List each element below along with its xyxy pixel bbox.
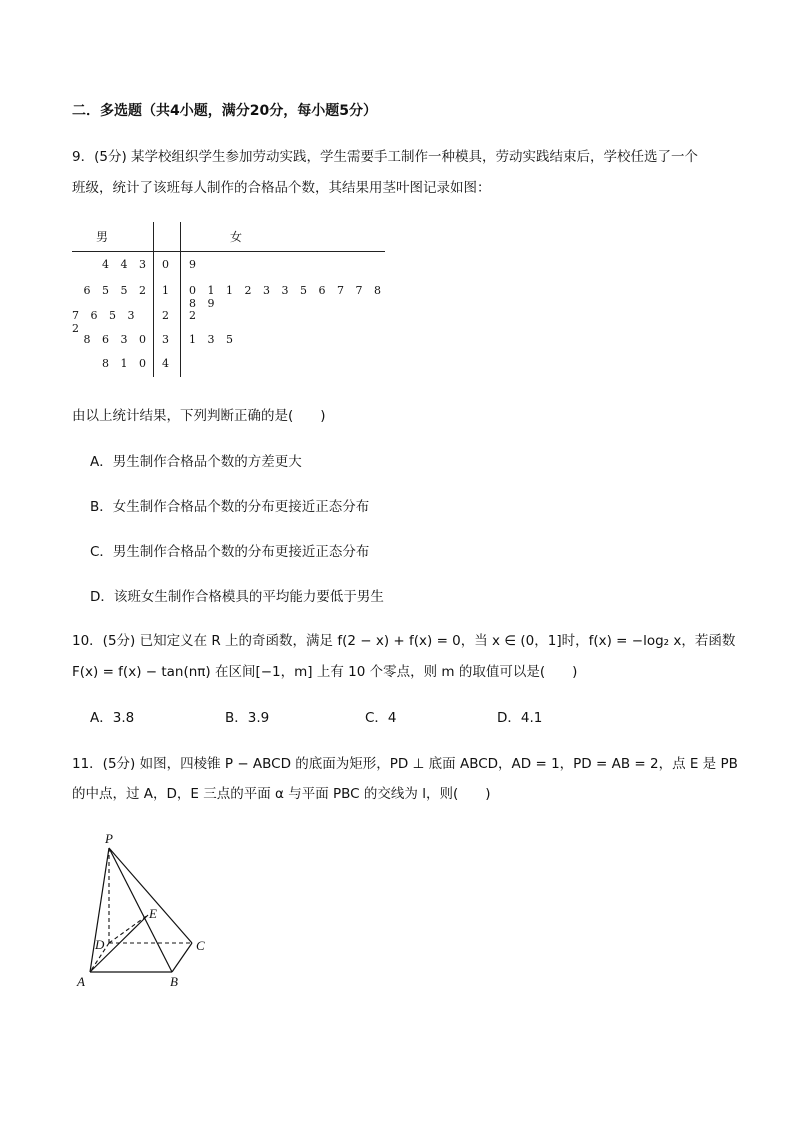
female-leaves-1: 0 1 1 2 3 3 5 6 7 7 8 8 9 <box>189 284 385 310</box>
female-header: 女 <box>230 230 243 244</box>
label-C: C <box>196 938 205 953</box>
q10-option-c: C．4 <box>365 710 397 726</box>
q9-option-d: D．该班女生制作合格模具的平均能力要低于男生 <box>90 589 384 605</box>
female-leaves-3: 1 3 5 <box>189 333 237 346</box>
stem-4: 4 <box>162 357 173 370</box>
stem-3: 3 <box>162 333 173 346</box>
q10-stem-line2: F(x) = f(x) − tan(nπ) 在区间[−1，m] 上有 10 个零点，则 m 的取值可以是( ) <box>72 664 578 680</box>
stem-divider-right <box>180 222 181 377</box>
edge-PA <box>90 848 109 972</box>
q10-stem-line1: 10．(5分) 已知定义在 R 上的奇函数，满足 f(2 − x) + f(x) = 0，当 x ∈ (0，1]时，f(x) = −log₂ x，若函数 <box>72 633 736 649</box>
stem-2: 2 <box>162 309 173 322</box>
stem-1: 1 <box>162 284 173 297</box>
section-title: 二．多选题（共4小题，满分20分，每小题5分） <box>72 103 377 119</box>
q10-option-b: B．3.9 <box>225 710 270 726</box>
female-leaves-0: 9 <box>189 258 200 271</box>
male-header: 男 <box>96 230 109 244</box>
q10-option-a: A．3.8 <box>90 710 135 726</box>
q9-stem-line2: 班级，统计了该班每人制作的合格品个数，其结果用茎叶图记录如图： <box>72 180 491 196</box>
header-rule <box>72 251 385 252</box>
label-P: P <box>105 831 113 846</box>
male-leaves-1: 6 5 5 2 <box>83 284 150 297</box>
edge-BC <box>172 943 192 972</box>
stem-divider-left <box>153 222 154 377</box>
label-B: B <box>170 974 178 989</box>
q9-option-b: B．女生制作合格品个数的分布更接近正态分布 <box>90 499 370 515</box>
male-leaves-4: 8 1 0 <box>102 357 150 370</box>
q11-stem-line2: 的中点，过 A，D，E 三点的平面 α 与平面 PBC 的交线为 l，则( ) <box>72 786 491 802</box>
male-leaves-3: 8 6 3 0 <box>83 333 150 346</box>
male-leaves-0: 4 4 3 <box>102 258 150 271</box>
pyramid-figure <box>70 826 220 996</box>
q9-prompt: 由以上统计结果，下列判断正确的是( ) <box>72 408 326 424</box>
q10-option-d: D．4.1 <box>497 710 543 726</box>
q9-stem-line1: 9．(5分) 某学校组织学生参加劳动实践，学生需要手工制作一种模具，劳动实践结束后，学校任选了一个 <box>72 149 699 165</box>
q11-stem-line1: 11．(5分) 如图，四棱锥 P − ABCD 的底面为矩形，PD ⊥ 底面 ABCD，AD = 1，PD = AB = 2，点 E 是 PB <box>72 756 738 772</box>
q9-option-a: A．男生制作合格品个数的方差更大 <box>90 454 302 470</box>
label-E: E <box>149 906 157 921</box>
q9-option-c: C．男生制作合格品个数的分布更接近正态分布 <box>90 544 370 560</box>
male-leaves-2: 7 6 5 3 2 <box>72 309 139 335</box>
label-D: D <box>95 937 105 952</box>
label-A: A <box>77 974 85 989</box>
female-leaves-2: 2 <box>189 309 200 322</box>
stem-0: 0 <box>162 258 173 271</box>
segment-DE-hidden <box>109 915 148 943</box>
stem-leaf-plot <box>72 222 387 382</box>
